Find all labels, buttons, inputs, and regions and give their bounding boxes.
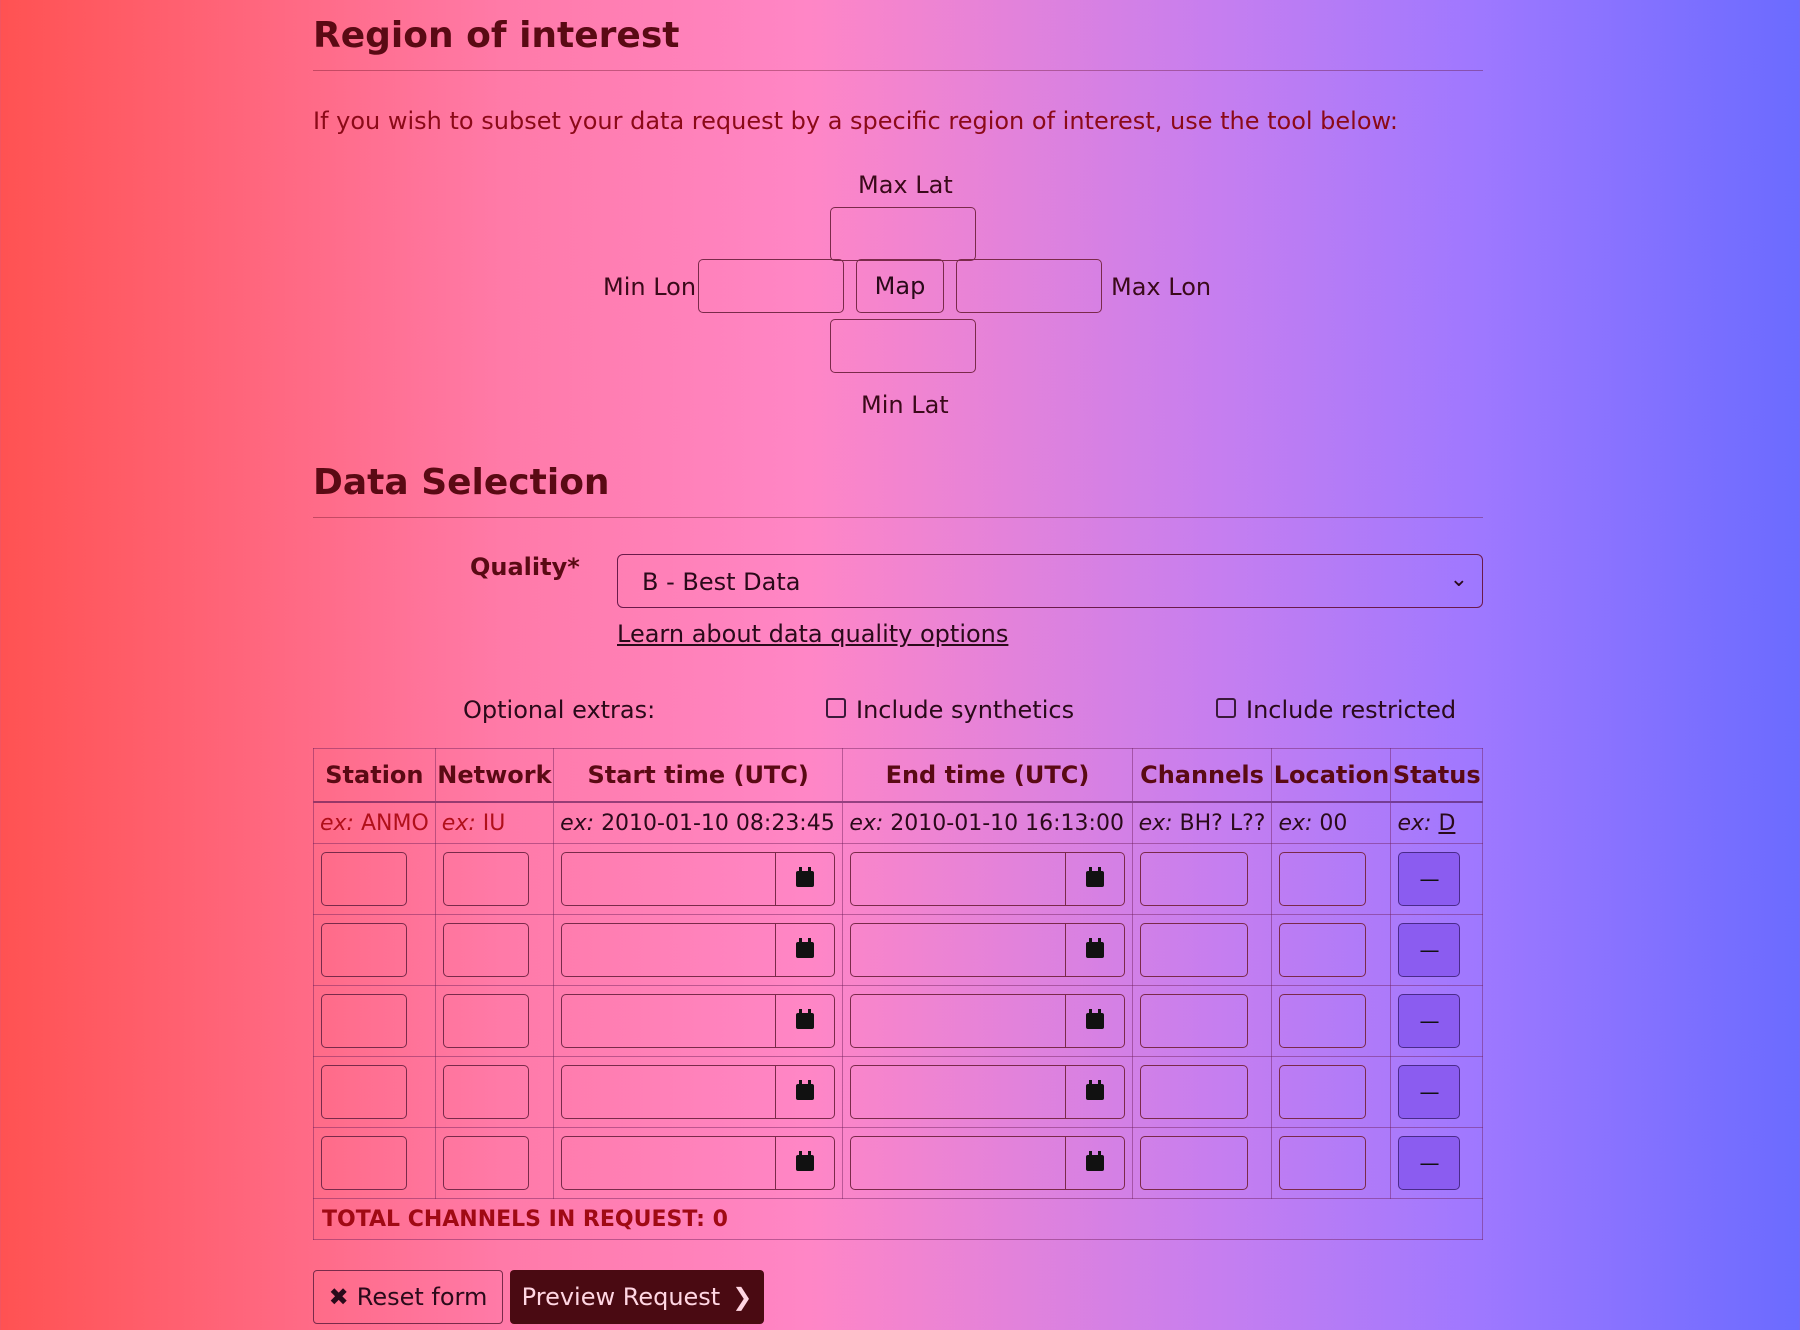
status-cell [1391, 915, 1483, 986]
location-input[interactable] [1279, 1136, 1366, 1190]
start-time-cell [554, 844, 843, 915]
learn-quality-link[interactable]: Learn about data quality options [617, 620, 1009, 648]
example-end-time: ex: 2010-01-10 16:13:00 [843, 802, 1132, 844]
location-cell [1272, 844, 1391, 915]
include-restricted-option[interactable] [1216, 696, 1456, 724]
end-calendar-button[interactable] [1066, 852, 1125, 906]
header-station: Station [314, 749, 436, 803]
region-title: Region of interest [313, 0, 1483, 71]
network-cell [435, 986, 553, 1057]
example-network: ex: IU [435, 802, 553, 844]
header-channels: Channels [1132, 749, 1272, 803]
station-input[interactable] [321, 923, 407, 977]
channels-input[interactable] [1140, 1065, 1248, 1119]
channels-cell [1132, 915, 1272, 986]
table-row [314, 1057, 1483, 1128]
status-button[interactable]: — [1398, 852, 1460, 906]
channels-input[interactable] [1140, 994, 1248, 1048]
start-time-cell [554, 915, 843, 986]
station-cell [314, 1128, 436, 1199]
channels-input[interactable] [1140, 1136, 1248, 1190]
channels-cell [1132, 986, 1272, 1057]
region-intro: If you wish to subset your data request by a specific region of interest, use the tool below: [313, 107, 1398, 135]
max-lon-input[interactable] [956, 259, 1102, 313]
channels-input[interactable] [1140, 923, 1248, 977]
network-input[interactable] [443, 923, 529, 977]
start-calendar-button[interactable] [776, 1136, 835, 1190]
station-cell [314, 915, 436, 986]
table-header-row [314, 749, 1483, 803]
location-cell [1272, 915, 1391, 986]
chevron-right-icon: ❯ [732, 1283, 753, 1311]
end-time-input[interactable] [850, 1136, 1065, 1190]
status-button[interactable]: — [1398, 923, 1460, 977]
start-time-cell [554, 1057, 843, 1128]
network-input[interactable] [443, 852, 529, 906]
station-input[interactable] [321, 1065, 407, 1119]
network-cell [435, 844, 553, 915]
end-time-cell [843, 1128, 1132, 1199]
station-cell [314, 1057, 436, 1128]
header-location: Location [1272, 749, 1391, 803]
min-lat-input[interactable] [830, 319, 976, 373]
location-cell [1272, 1057, 1391, 1128]
form-actions [313, 1270, 1483, 1330]
network-cell [435, 915, 553, 986]
end-time-cell [843, 1057, 1132, 1128]
table-row [314, 915, 1483, 986]
include-synthetics-label: Include synthetics [856, 696, 1075, 724]
stations-table [313, 748, 1483, 1240]
start-calendar-button[interactable] [776, 923, 835, 977]
status-button[interactable]: — [1398, 1136, 1460, 1190]
main-container [313, 0, 1483, 1330]
table-row [314, 986, 1483, 1057]
header-end-time: End time (UTC) [843, 749, 1132, 803]
header-start-time: Start time (UTC) [554, 749, 843, 803]
channels-cell [1132, 1128, 1272, 1199]
min-lat-label: Min Lat [861, 391, 949, 419]
example-row [314, 802, 1483, 844]
include-restricted-label: Include restricted [1246, 696, 1457, 724]
status-cell [1391, 1128, 1483, 1199]
network-input[interactable] [443, 1065, 529, 1119]
header-network: Network [435, 749, 553, 803]
channels-cell [1132, 844, 1272, 915]
start-calendar-button[interactable] [776, 994, 835, 1048]
calendar-icon [796, 1084, 814, 1100]
optional-extras [313, 668, 1483, 748]
include-synthetics-option[interactable] [826, 696, 1074, 724]
network-input[interactable] [443, 1136, 529, 1190]
close-icon: ✖ [328, 1283, 349, 1311]
station-input[interactable] [321, 852, 407, 906]
start-time-input[interactable] [561, 994, 776, 1048]
location-cell [1272, 986, 1391, 1057]
reset-form-button[interactable] [313, 1270, 503, 1324]
status-button[interactable]: — [1398, 994, 1460, 1048]
calendar-icon [796, 871, 814, 887]
calendar-icon [1086, 1155, 1104, 1171]
station-input[interactable] [321, 994, 407, 1048]
calendar-icon [1086, 942, 1104, 958]
table-row [314, 844, 1483, 915]
calendar-icon [796, 1013, 814, 1029]
station-input[interactable] [321, 1136, 407, 1190]
end-calendar-button[interactable] [1066, 1136, 1125, 1190]
example-location: ex: 00 [1272, 802, 1391, 844]
calendar-icon [1086, 871, 1104, 887]
example-station: ex: ANMO [314, 802, 436, 844]
data-selection-title: Data Selection [313, 447, 1483, 518]
end-calendar-button[interactable] [1066, 994, 1125, 1048]
min-lon-input[interactable] [698, 259, 844, 313]
optional-extras-label: Optional extras: [463, 696, 656, 724]
preview-request-button[interactable] [510, 1270, 764, 1324]
min-lon-label: Min Lon [603, 273, 697, 301]
calendar-icon [1086, 1084, 1104, 1100]
location-input[interactable] [1279, 923, 1366, 977]
start-calendar-button[interactable] [776, 1065, 835, 1119]
location-input[interactable] [1279, 1065, 1366, 1119]
example-start-time: ex: 2010-01-10 08:23:45 [554, 802, 843, 844]
network-input[interactable] [443, 994, 529, 1048]
channels-cell [1132, 1057, 1272, 1128]
end-time-input[interactable] [850, 1065, 1065, 1119]
station-cell [314, 986, 436, 1057]
status-cell [1391, 1057, 1483, 1128]
start-time-input[interactable] [561, 1065, 776, 1119]
map-button[interactable]: Map [856, 259, 944, 313]
quality-select[interactable] [617, 554, 1483, 608]
network-cell [435, 1128, 553, 1199]
end-calendar-button[interactable] [1066, 1065, 1125, 1119]
end-time-input[interactable] [850, 852, 1065, 906]
end-time-cell [843, 844, 1132, 915]
channels-input[interactable] [1140, 852, 1248, 906]
end-time-cell [843, 915, 1132, 986]
header-status: Status [1391, 749, 1483, 803]
example-channels: ex: BH? L?? [1132, 802, 1272, 844]
start-time-input[interactable] [561, 852, 776, 906]
location-cell [1272, 1128, 1391, 1199]
max-lon-label: Max Lon [1111, 273, 1212, 301]
region-tool [313, 147, 1483, 447]
chevron-down-icon: ⌄ [1449, 567, 1468, 592]
location-input[interactable] [1279, 852, 1366, 906]
quality-row [313, 518, 1483, 648]
start-calendar-button[interactable] [776, 852, 835, 906]
example-status: ex: D [1391, 802, 1483, 844]
start-time-cell [554, 986, 843, 1057]
location-input[interactable] [1279, 994, 1366, 1048]
calendar-icon [796, 1155, 814, 1171]
end-calendar-button[interactable] [1066, 923, 1125, 977]
status-cell [1391, 986, 1483, 1057]
reset-form-label: Reset form [356, 1283, 488, 1311]
max-lat-input[interactable] [830, 207, 976, 261]
max-lat-label: Max Lat [858, 171, 953, 199]
station-cell [314, 844, 436, 915]
end-time-cell [843, 986, 1132, 1057]
quality-select-value: B - Best Data [642, 568, 801, 596]
include-synthetics-checkbox[interactable] [826, 698, 846, 718]
include-restricted-checkbox[interactable] [1216, 698, 1236, 718]
end-time-input[interactable] [850, 994, 1065, 1048]
network-cell [435, 1057, 553, 1128]
status-cell [1391, 844, 1483, 915]
start-time-input[interactable] [561, 1136, 776, 1190]
status-button[interactable]: — [1398, 1065, 1460, 1119]
quality-label: Quality* [470, 553, 580, 581]
table-row [314, 1128, 1483, 1199]
preview-request-label: Preview Request [521, 1283, 721, 1311]
total-channels: TOTAL CHANNELS IN REQUEST: 0 [314, 1199, 1483, 1240]
end-time-input[interactable] [850, 923, 1065, 977]
start-time-input[interactable] [561, 923, 776, 977]
calendar-icon [796, 942, 814, 958]
start-time-cell [554, 1128, 843, 1199]
calendar-icon [1086, 1013, 1104, 1029]
